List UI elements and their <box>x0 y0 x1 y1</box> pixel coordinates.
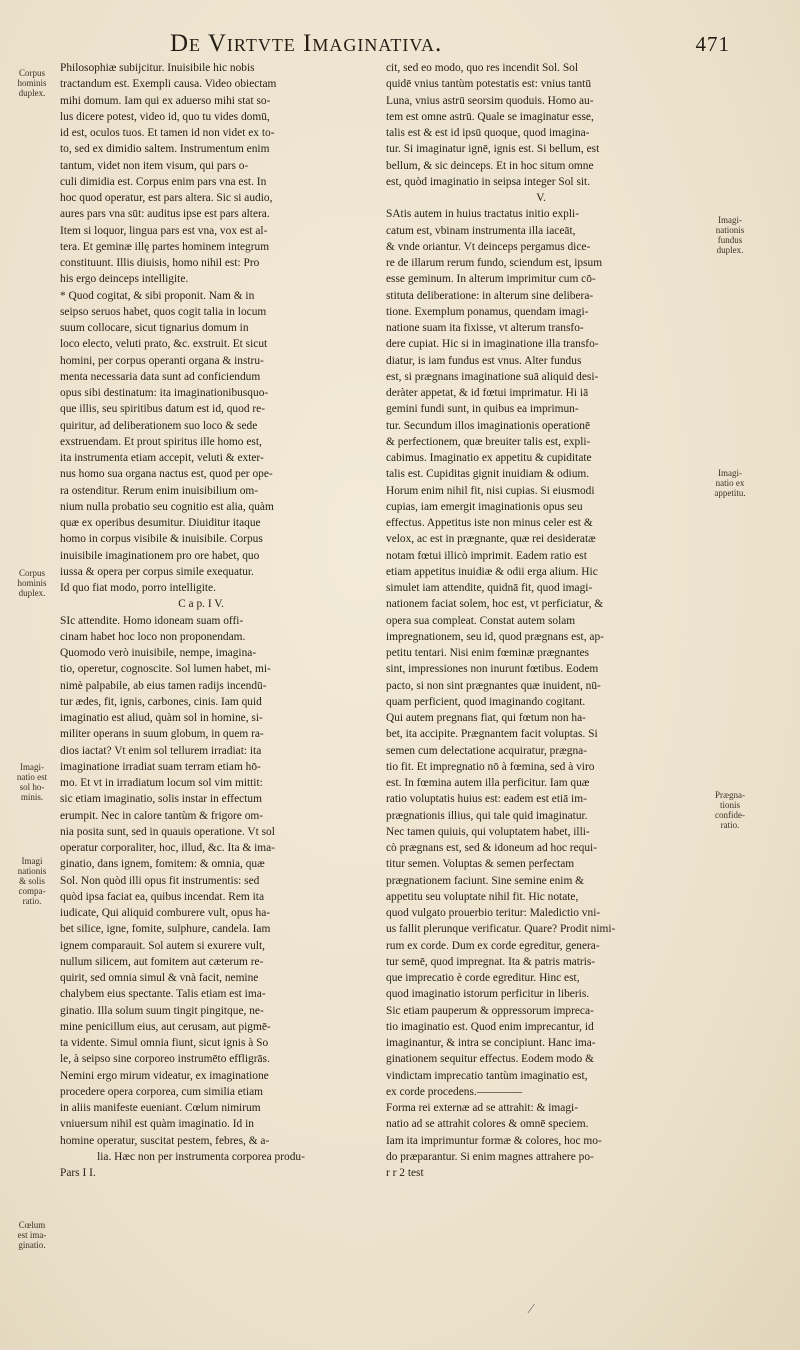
text-line: id est, oculos tuos. Et tamen id non videt ex to- <box>60 127 275 139</box>
text-line: lus dicere potest, video id, quo tu vides domū, <box>60 110 270 123</box>
text-line: est, si prægnans imaginatione suā aliquid desi- <box>386 370 599 383</box>
text-line: cit, sed eo modo, quo res incendit Sol. Sol <box>386 62 579 74</box>
text-line: Quomodo verò inuisibile, nempe, imagina- <box>60 647 257 659</box>
text-line: Nemini ergo mirum videatur, ex imaginatione <box>60 1069 269 1082</box>
text-line: simulet iam attendite, quidnā fit, quod imagi- <box>386 582 593 594</box>
text-line: Pars I I. <box>60 1167 96 1179</box>
margin-note-line: duplex. <box>18 88 46 98</box>
text-line: le, à seipso sine corporeo instrumēto effligrās. <box>60 1053 270 1066</box>
text-line: in aliis manifeste eueniant. Cœlum nimirum <box>60 1102 261 1114</box>
margin-note-line: Imagi- <box>718 215 742 225</box>
text-line: operatur corporaliter, hoc, illud, &c. Ita & ima- <box>60 842 275 854</box>
text-line: etiam appetitus inuidiæ & odii erga alium. Hic <box>386 565 598 578</box>
text-line: rum ex corde. Dum ex corde egreditur, genera- <box>386 939 600 952</box>
margin-note-line: sol ho- <box>19 782 45 792</box>
margin-note-line: fundus <box>717 235 743 245</box>
text-line: his ergo deinceps intelligite. <box>60 273 189 286</box>
text-line: que illis, seu spiritibus datum est id, quod re- <box>60 403 266 416</box>
text-line: diatur, is iam fundus est vnus. Alter fundus <box>386 354 582 367</box>
text-line: tur ædes, fit, ignis, carbones, cinis. Iam quid <box>60 695 262 708</box>
text-line: cabimus. Imaginatio ex appetitu & cupiditate <box>386 452 592 464</box>
margin-note-line: Imagi- <box>20 762 44 772</box>
text-line: ginationem sequitur effectus. Eodem modo & <box>386 1053 594 1066</box>
text-line: Horum enim nihil fit, nisi cupias. Si eiusmodi <box>386 484 595 497</box>
text-line: homo in corpus visibile & inuisibile. Corpus <box>60 533 263 546</box>
text-line: Qui autem pregnans fiat, qui fœtum non ha- <box>386 712 586 724</box>
text-line: SIc attendite. Homo idoneam suam offi- <box>60 614 244 627</box>
margin-note-line: hominis <box>17 578 47 588</box>
text-line: Id quo fiat modo, porro intelligite. <box>60 582 216 594</box>
margin-note-line: compa- <box>18 886 46 896</box>
margin-note-line: confide- <box>715 810 745 820</box>
text-line: pacto, si non sint prægnantes quæ inuident, nū- <box>386 679 601 692</box>
text-line: quæ ex operibus desumitur. Diuiditur itaque <box>60 517 261 529</box>
text-line: tantum, videt non item visum, qui pars o- <box>60 159 249 172</box>
text-line: natio ad se attrahit colores & omnē speciem. <box>386 1118 589 1131</box>
text-line: semen cum delectatione acquiratur, prægna- <box>386 744 588 757</box>
text-line: opus sibi destinatum: ita imaginationibusquo- <box>60 387 269 399</box>
text-line: tione. Exemplum ponamus, quendam imagi- <box>386 305 589 318</box>
text-line: cò prægnans est, sed & idoneum ad hoc requi- <box>386 842 597 854</box>
text-line: bellum, & sic deinceps. Et in hoc situm omne <box>386 159 594 172</box>
text-line: tem est omne astrū. Quale se imaginatur esse, <box>386 110 594 123</box>
text-line: nimè palpabile, ab eius tamen radijs incendū- <box>60 679 267 692</box>
text-line: Luna, vnius astrū seorsim quoduis. Homo au- <box>386 94 594 107</box>
text-line: quam perficient, quod imaginando cogitant. <box>386 695 586 708</box>
text-line: vindictam imprecatio tantùm imaginatio est, <box>386 1069 588 1082</box>
text-line: seipso seruos habet, quos cogit talia in locum <box>60 305 267 318</box>
text-line: tio, operetur, cognoscite. Sol lumen habet, mi- <box>60 663 271 676</box>
text-line: ginatio, dans ignem, fomitem: & omnia, quæ <box>60 858 265 871</box>
text-line: homini, per corpus operanti organa & instru- <box>60 354 264 367</box>
text-line: tio imaginatio est. Quod enim imprecantur, id <box>386 1020 594 1033</box>
margin-note-line: Corpus <box>18 568 45 578</box>
margin-note-line: est ima- <box>17 1230 47 1240</box>
text-line: imaginantur, & intra se concipiunt. Hanc ima- <box>386 1037 596 1049</box>
margin-note-line: Corpus <box>18 68 45 78</box>
text-line: tractandum est. Exempli causa. Video obiectam <box>60 78 277 91</box>
text-line: C a p. I V. <box>178 598 224 611</box>
text-line: cupias, iam emergit imaginationis opus seu <box>386 500 583 513</box>
text-line: homine operatur, suscitat pestem, febres, & a- <box>60 1134 270 1147</box>
text-line: ra ostenditur. Rerum enim inuisibilium om- <box>60 484 259 497</box>
text-line: ignem comparauit. Sol autem si exurere vult, <box>60 939 265 952</box>
margin-note-line: nationis <box>715 225 745 235</box>
text-line: natione suam ita fixisse, vt alterum transfo- <box>386 322 584 334</box>
text-line: impregnationem, seu id, quod prægnans est, ap- <box>386 630 604 643</box>
text-line: quiritur, ad deliberationem suo loco & sede <box>60 419 258 432</box>
text-line: imaginatio est aliud, quàm sol in homine, si- <box>60 712 263 724</box>
page-number: 471 <box>695 32 730 56</box>
text-line: suum collocare, sicut tignarius domum in <box>60 322 249 334</box>
margin-note <box>10 68 54 98</box>
margin-note-line: & solis <box>19 876 45 886</box>
margin-note-line: tionis <box>719 800 740 810</box>
text-line: exstruendam. Et prout spiritus ille homo est, <box>60 435 262 448</box>
text-line: Item si loquor, lingua pars est vna, vox est al- <box>60 224 268 237</box>
margin-note-line: Imagi- <box>718 468 742 478</box>
margin-note <box>10 568 54 598</box>
text-line: opera sua compleat. Constat autem solam <box>386 614 576 627</box>
text-line: Sol. Non quòd illi opus fit instrumentis: sed <box>60 874 260 887</box>
text-line: menta necessaria data sunt ad conficiendum <box>60 370 261 383</box>
text-line: nia posita sunt, sed in quauis operatione. Vt sol <box>60 825 275 838</box>
margin-note-line: ginatio. <box>18 1240 46 1250</box>
text-line: Nec tamen quiuis, qui voluptatem habet, illi- <box>386 825 590 838</box>
text-line: iudicate, Qui aliquid comburere vult, opus ha- <box>60 907 271 919</box>
text-line: to, sed ex dimidio saltem. Instrumentum enim <box>60 143 270 156</box>
text-line: Philosophiæ subijcitur. Inuisibile hic nobis <box>60 62 255 74</box>
margin-note-line: Prægna- <box>715 790 745 800</box>
margin-note <box>10 856 54 906</box>
text-line: nullum silicem, aut fomitem aut cæterum re- <box>60 955 264 968</box>
text-line: SAtis autem in huius tractatus initio expli- <box>386 208 579 221</box>
text-line: sic etiam imaginatio, solis instar in effectum <box>60 793 262 806</box>
text-line: loco electo, veluti prato, &c. exstruit. Et sicut <box>60 338 268 351</box>
margin-note-line: hominis <box>17 78 47 88</box>
margin-note <box>10 762 54 802</box>
text-line: gemini fundi sunt, in quibus ea imprimun- <box>386 403 579 416</box>
margin-note <box>708 468 752 498</box>
text-line: velox, ac est in prægnante, quæ rei desideratæ <box>386 533 596 546</box>
text-line: ex corde procedens.———— <box>386 1085 523 1098</box>
text-line: ita instrumenta etiam accepit, veluti & exter- <box>60 452 264 464</box>
text-line: us fallit plerunque verificatur. Quare? Prodit nimi- <box>386 923 616 936</box>
text-line: tera. Et geminæ illę partes hominem integrum <box>60 240 270 253</box>
margin-note-line: natio ex <box>715 478 745 488</box>
text-line: tio fit. Et impregnatio nō à fœmina, sed à viro <box>386 760 595 773</box>
text-line: stituta deliberatione: in alterum sine delibera- <box>386 289 594 302</box>
text-line: quirit, sed omnia simul & vnà facit, nemine <box>60 972 259 984</box>
text-line: deràter appetat, & id fœtui imprimatur. Hi iā <box>386 387 589 399</box>
margin-note-line: appetitu. <box>714 488 746 498</box>
text-line: est, quòd imaginatio in seipsa integer Sol sit. <box>386 175 591 188</box>
text-line: chalybem eius spectante. Talis etiam est ima- <box>60 988 266 1001</box>
text-line: tur semē, quod impregnat. Ita & patris matris- <box>386 955 596 968</box>
text-line: militer operans in suum globum, in quem ra- <box>60 728 264 741</box>
text-line: V. <box>536 192 546 204</box>
text-line: catum est, vbinam instrumenta illa iaceāt, <box>386 224 576 237</box>
text-line: hoc quod operatur, est pars altera. Sic si audio, <box>60 192 273 204</box>
text-line: * Quod cogitat, & sibi proponit. Nam & in <box>60 289 255 302</box>
text-line: appetitu seu voluptate nihil fit. Hic notate, <box>386 890 579 903</box>
text-line: sint, impressiones non inurunt fœtibus. Eodem <box>386 663 599 676</box>
text-line: Iam ita imprimuntur formæ & colores, hoc mo- <box>386 1134 602 1147</box>
margin-note-line: Cœlum <box>18 1220 46 1230</box>
text-line: nium nulla probatio seu cognitio est alia, quàm <box>60 500 274 513</box>
text-line: titur semen. Voluptas & semen perfectam <box>386 858 575 871</box>
text-line: procedere opera corporea, cum similia etiam <box>60 1085 264 1098</box>
text-line: mihi domum. Iam qui ex aduerso mihi stat so- <box>60 94 271 107</box>
text-line: est. In fœmina autem illa perficitur. Iam quæ <box>386 777 590 789</box>
text-line: notam fœtui illicò imprimit. Eadem ratio est <box>386 549 587 562</box>
margin-note-line: duplex. <box>716 245 744 255</box>
text-column-right <box>386 60 696 1181</box>
text-line: prægnationis illius, qui tale quid imaginatur. <box>386 809 588 822</box>
text-line: lia. Hæc non per instrumenta corporea produ- <box>97 1150 305 1163</box>
text-line: quod imaginatio istorum perficitur in liberis. <box>386 988 590 1001</box>
text-line: dios iactat? Vt enim sol tellurem irradiat: ita <box>60 744 262 757</box>
text-line: bet silice, igne, fomite, sulphure, candela. Iam <box>60 923 271 936</box>
margin-note-line: ratio. <box>22 896 42 906</box>
text-line: iussa & opera per corpus simile exequatur. <box>60 565 254 578</box>
page-title: De Virtvte Imaginativa. <box>170 30 443 57</box>
margin-note <box>708 790 752 830</box>
margin-note-line: minis. <box>20 792 44 802</box>
text-line: ginatio. Illa solum suum tingit pingitque, ne- <box>60 1004 264 1017</box>
text-line: quod vulgato prouerbio teritur: Maledictio vni- <box>386 907 601 919</box>
text-line: bet, ita accipite. Prægnantem facit voluptas. Si <box>386 728 598 741</box>
margin-note-line: natio est <box>16 772 48 782</box>
text-line: cinam habet hoc loco non proponendam. <box>60 630 246 643</box>
margin-note <box>708 215 752 255</box>
text-line: erumpit. Nec in calore tantùm & frigore om- <box>60 809 264 822</box>
margin-note-line: Imagi <box>21 856 43 866</box>
text-line: mine penicillum eius, aut cerusam, aut pigmē- <box>60 1020 271 1033</box>
margin-note-line: ratio. <box>720 820 740 830</box>
text-line: nationem faciat solem, hoc est, vt perficiatur, & <box>386 598 604 611</box>
text-line: ratio voluptatis huius est: eadem est etiā im- <box>386 793 587 806</box>
text-line: do præparantur. Si enim magnes attrahere po- <box>386 1150 594 1163</box>
text-line: vniuersum nihil est quàm imaginatio. Id in <box>60 1118 254 1131</box>
margin-note-line: nationis <box>17 866 47 876</box>
text-line: imaginatione irradiat suam terram etiam hō- <box>60 760 261 773</box>
text-line: prægnationem faciunt. Sine semine enim & <box>386 874 585 887</box>
text-line: r r 2 test <box>386 1167 424 1179</box>
running-header <box>170 28 730 58</box>
text-line: que imprecatio è corde egreditur. Hinc est, <box>386 972 580 984</box>
text-line: Forma rei externæ ad se attrahit: & imagi- <box>386 1102 579 1114</box>
text-line: quidē vnius tantùm potestatis est: vnius tantū <box>386 78 592 91</box>
text-line: culi dimidia est. Corpus enim pars vna est. In <box>60 175 267 188</box>
text-line: & vnde oriantur. Vt deinceps pergamus dice- <box>386 240 591 253</box>
text-line: effectus. Appetitus iste non minus celer est & <box>386 517 593 529</box>
text-line: tur. Si imaginatur ignē, ignis est. Si bellum, est <box>386 143 600 156</box>
text-column-left <box>60 60 342 1181</box>
text-line: talis est & est id ipsū quoque, quod imagina- <box>386 127 590 139</box>
text-line: ta vidente. Simul omnia fiunt, sicut ignis à So <box>60 1037 269 1049</box>
text-line: & perfectionem, quæ breuiter talis est, expli- <box>386 435 591 448</box>
text-line: inuisibile imaginationem pro ore habet, quo <box>60 549 260 562</box>
text-line: re de illarum rerum fundo, sciendum est, ipsum <box>386 257 603 269</box>
margin-note-line: duplex. <box>18 588 46 598</box>
text-line: tur. Secundum illos imaginationis operationē <box>386 419 591 432</box>
margin-note <box>10 1220 54 1250</box>
text-line: quòd ipsa faciat ea, quibus incendat. Rem ita <box>60 890 265 903</box>
text-line: aures pars vna sūt: auditus ipse est pars altera. <box>60 208 270 221</box>
text-line: petitu tentari. Nisi enim fœminæ prægnantes <box>386 647 590 659</box>
text-line: talis est. Cupiditas gignit inuidiam & odium. <box>386 468 590 481</box>
text-line: esse geminum. In alterum imprimitur cum cō- <box>386 273 596 286</box>
text-line: mo. Et vt in irradiatum locum sol vim mittit: <box>60 777 263 789</box>
text-line: Sic etiam pauperum & oppressorum impreca- <box>386 1004 594 1017</box>
ink-mark: ⁄ <box>530 1302 533 1317</box>
text-line: dere cupiat. Hic si in imaginatione illa transfo- <box>386 338 599 351</box>
text-line: constituunt. Illis diuisis, homo nihil est: Pro <box>60 257 260 269</box>
text-line: nus homo sua organa nactus est, quod per ope- <box>60 468 273 481</box>
